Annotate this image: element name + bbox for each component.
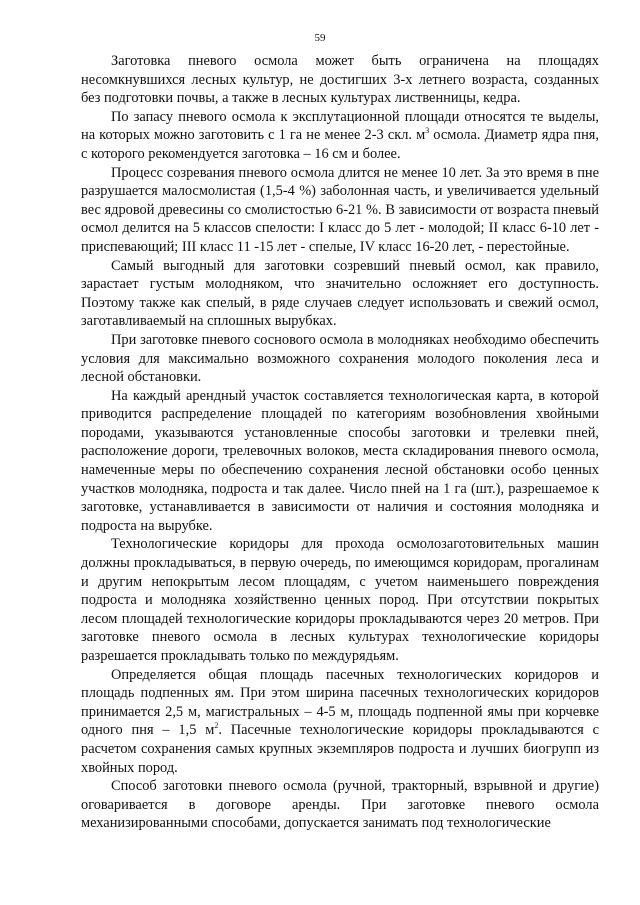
paragraph-text: Процесс созревания пневого осмола длится не менее 10 лет. За это время в пне разрушается малосмолистая (1,5-4 %) заболонная часть, и увеличивается удельный вес ядровой древесины со смолистостью 6-21 %. В зависимости от возраста пневый осмол делится на 5 классов спелости: I класс до 5 лет - молодой; II класс 6-10 лет - приспевающий; III класс 11 -15 лет - спелые, IV класс 16-20 лет, - перестойные. [81,164,599,255]
paragraph-harvesting-method [81,777,599,833]
paragraph-text: На каждый арендный участок составляется технологическая карта, в которой приводится распределение площадей по категориям возобновления хвойными породами, указываются установленные способы заготовки и трелевки пней, расположение дороги, трелевочных волоков, места складирования пневого осмола, намеченные меры по обеспечению сохранения лесной обстановки особо ценных участков молодняка, подроста и так далее. Число пней на 1 га (шт.), разрешаемое к заготовке, устанавливается в зависимости от наличия и состояния молодняка и подроста на вырубке. [81,387,599,534]
superscript-square: 2 [214,721,219,731]
paragraph-text: Технологические коридоры для прохода осмолозаготовительных машин должны прокладываться, в первую очередь, по имеющимся коридорам, прогалинам и другим непокрытым лесом площадям, с учетом наименьшего повреждения подроста и молодняка хозяйственно ценных пород. При отсутствии покрытых лесом площадей технологические коридоры прокладываются через 20 метров. При заготовке пневого осмола в лесных культурах технологические коридоры разрешается прокладывать только по междурядьям. [81,536,599,664]
paragraph-text: По запасу пневого осмола к эксплутационной площади относятся те выделы, на которых можно заготовить с 1 га не менее 2-3 скл. м [81,108,599,144]
paragraph-technological-corridors [81,535,599,665]
paragraph-text: Заготовка пневого осмола может быть ограничена на площадях несомкнувшихся лесных культур, не достигших 3-х летнего возраста, созданных без подготовки почвы, а также в лесных культурах лиственницы, кедра. [81,53,599,107]
paragraph-text-continued: . Пасечные технологические коридоры прокладываются с расчетом сохранения самых крупных экземпляров подроста и лучших биогрупп из хвойных пород. [81,722,599,776]
page-number: 59 [314,32,326,44]
paragraph-corridor-area [81,666,599,778]
paragraph-text: Самый выгодный для заготовки созревший пневый осмол, как правило, зарастает густым молодняком, что значительно осложняет его доступность. Поэтому также как спелый, в ряде случаев следует использовать и свежий осмол, заготавливаемый на сплошных вырубках. [81,257,599,330]
paragraph-maturation-classes [81,164,599,257]
paragraph-young-growth-preservation [81,331,599,387]
paragraph-fresh-resin-use [81,257,599,331]
paragraph-text: При заготовке пневого соснового осмола в молодняках необходимо обеспечить условия для максимально возможного сохранения молодого поколения леса и лесной обстановки. [81,331,599,386]
paragraph-stump-resin-area-limits [81,52,599,108]
document-body [81,52,599,833]
paragraph-technological-map [81,387,599,536]
paragraph-text: Способ заготовки пневого осмола (ручной, тракторный, взрывной и другие) оговаривается в договоре аренды. При заготовке пневого осмола механизированными способами, допускается занимать под технологические [81,778,599,832]
paragraph-text-continued: осмола. Диаметр ядра пня, с которого рекомендуется заготовка – 16 см и более. [81,127,599,162]
paragraph-text: Определяется общая площадь пасечных технологических коридоров и площадь подпенных ям. При этом ширина пасечных технологических коридоров принимается 2,5 м, магистральных – 4-5 м, площадь подпенной ямы при корчевке одного пня – 1,5 м [81,666,599,739]
superscript-cubic: 3 [425,126,430,136]
paragraph-stock-criteria [81,108,599,164]
